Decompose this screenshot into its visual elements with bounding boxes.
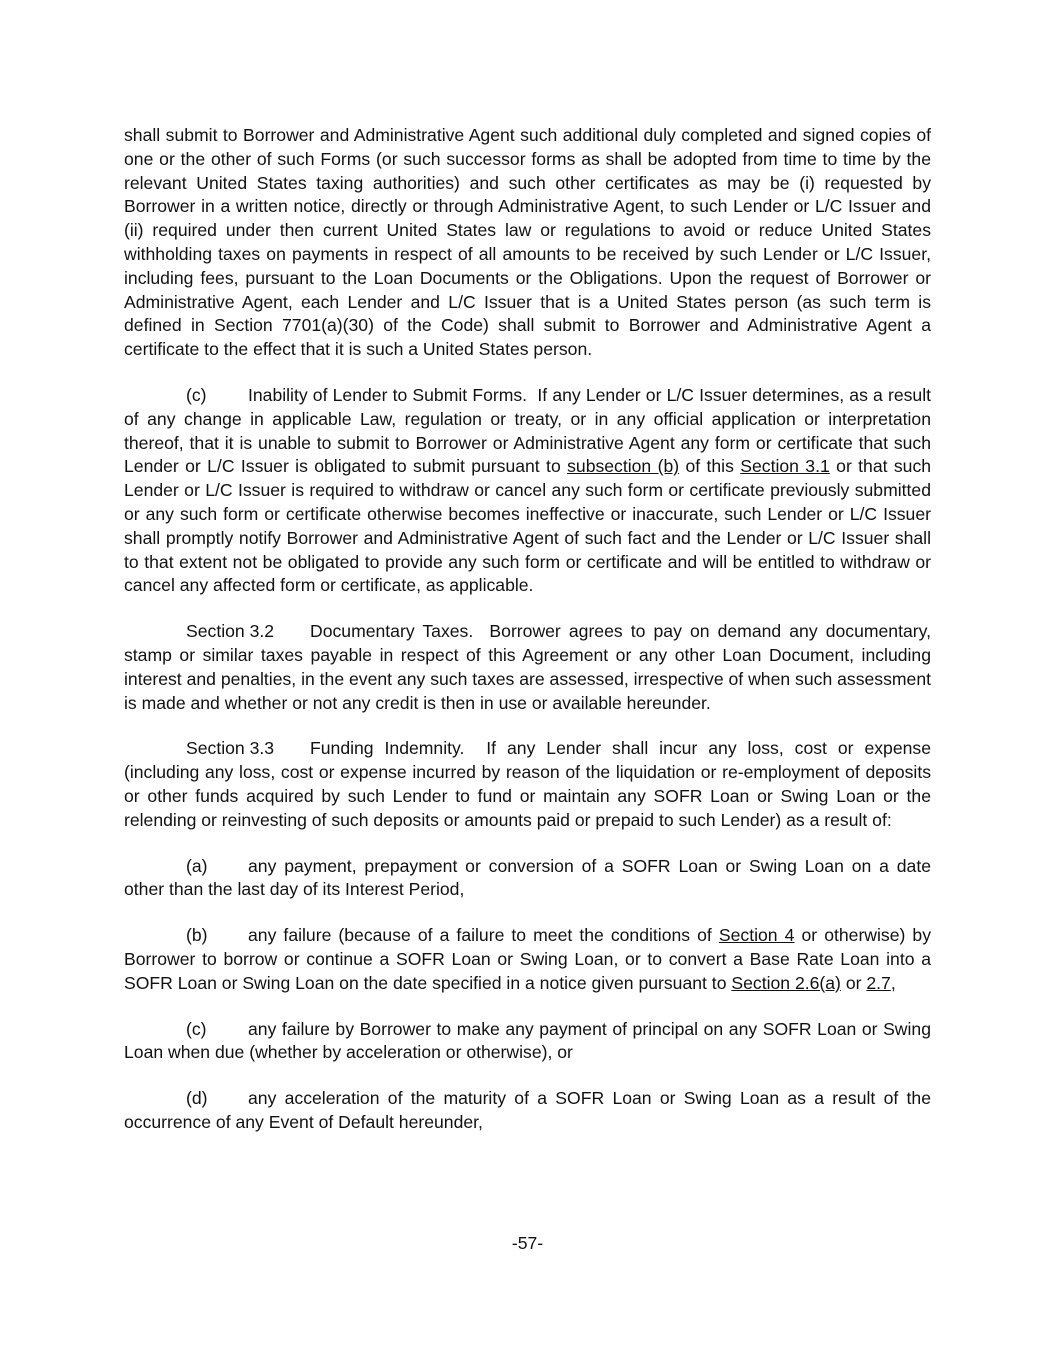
section-text: If any Lender shall incur any loss, cost or expense (including any loss, cost or expense incurred by reason of the liquidation or re-employment of deposits or other funds acquired by such Lender to fund or maintain any SOFR Loan or Swing Loan or the relending or reinvesting of such deposits or amounts paid or prepaid to such Lender) as a result of: [124,738,931,830]
section-heading: Funding Indemnity. [310,738,465,759]
clause-heading: Inability of Lender to Submit Forms. [248,384,528,405]
document-page [124,124,931,1157]
section-4-reference: Section 4 [718,925,795,946]
clause-marker: (c) [186,384,207,405]
paragraph-c-inability-forms [124,384,931,598]
clause-text: any acceleration of the maturity of a SOFR Loan or Swing Loan as a result of the occurrence of any Event of Default hereunder, [124,1088,931,1132]
clause-c-failure-to-pay [124,1018,931,1066]
section-number: Section 3.3 [186,738,275,759]
clause-marker: (a) [186,855,208,876]
clause-text: or [845,972,862,993]
clause-text: , [890,972,896,993]
section-3-3 [124,737,931,832]
clause-text: or that such Lender or L/C Issuer is required to withdraw or cancel any such form or certificate previously submitted or any such form or certificate otherwise becomes ineffective or inaccurate, such Lender or L/C Issuer shall promptly notify Borrower and Administrative Agent of such fact and the Lender or L/C Issuer shall to that extent not be obligated to provide any such form or certificate and will be entitled to withdraw or cancel any affected form or certificate, as applicable. [124,456,932,596]
subsection-b-reference: subsection (b) [567,456,680,477]
clause-text: If any Lender or L/C Issuer determines, as a result of any change in applicable Law, regulation or treaty, or in any official application or interpretation thereof, that it is unable to submit to Borrower or Administrative Agent any form or certificate that such Lender or L/C Issuer is obligated to submit pursuant to [124,384,932,477]
section-2-6a-reference: Section 2.6(a) [731,972,841,993]
section-text: Borrower agrees to pay on demand any documentary, stamp or similar taxes payable in respect of this Agreement or any other Loan Document, including interest and penalties, in the event any such taxes are assessed, irrespective of when such assessment is made and whether or not any credit is then in use or available hereunder. [124,621,932,713]
clause-marker: (d) [186,1088,208,1109]
clause-text: any failure by Borrower to make any payment of principal on any SOFR Loan or Swing Loan when due (whether by acceleration or otherwise), or [124,1018,931,1063]
clause-text: any failure (because of a failure to meet the conditions of [248,925,712,946]
clause-marker: (c) [186,1018,207,1039]
section-3-1-reference: Section 3.1 [740,456,830,477]
clause-text: or otherwise) by Borrower to borrow or continue a SOFR Loan or Swing Loan, or to convert a Base Rate Loan into a SOFR Loan or Swing Loan on the date specified in a notice given pursuant to [124,925,932,993]
clause-marker: (b) [186,925,208,946]
clause-b [124,924,931,995]
paragraph-continuation: shall submit to Borrower and Administrative Agent such additional duly completed and signed copies of one or the other of such Forms (or such successor forms as shall be adopted from time to time by the relevant United States taxing authorities) and such other certificates as may be (i) requested by Borrower in a written notice, directly or through Administrative Agent, to such Lender or L/C Issuer and (ii) required under then current United States law or regulations to avoid or reduce United States withholding taxes on payments in respect of all amounts to be received by such Lender or L/C Issuer, including fees, pursuant to the Loan Documents or the Obligations. Upon the request of Borrower or Administrative Agent, each Lender and L/C Issuer that is a United States person (as such term is defined in Section 7701(a)(30) of the Code) shall submit to Borrower and Administrative Agent a certificate to the effect that it is such a United States person. [124,125,931,360]
section-number: Section 3.2 [186,621,275,642]
section-2-7-reference: 2.7 [866,972,891,993]
clause-text: any payment, prepayment or conversion of a SOFR Loan or Swing Loan on a date other than the last day of its Interest Period, [124,855,931,900]
section-3-2 [124,620,931,715]
clause-text: of this [685,456,734,477]
clause-d [124,1087,931,1135]
page-number: -57- [511,1233,544,1253]
clause-a [124,855,931,903]
section-heading: Documentary Taxes. [310,621,474,642]
